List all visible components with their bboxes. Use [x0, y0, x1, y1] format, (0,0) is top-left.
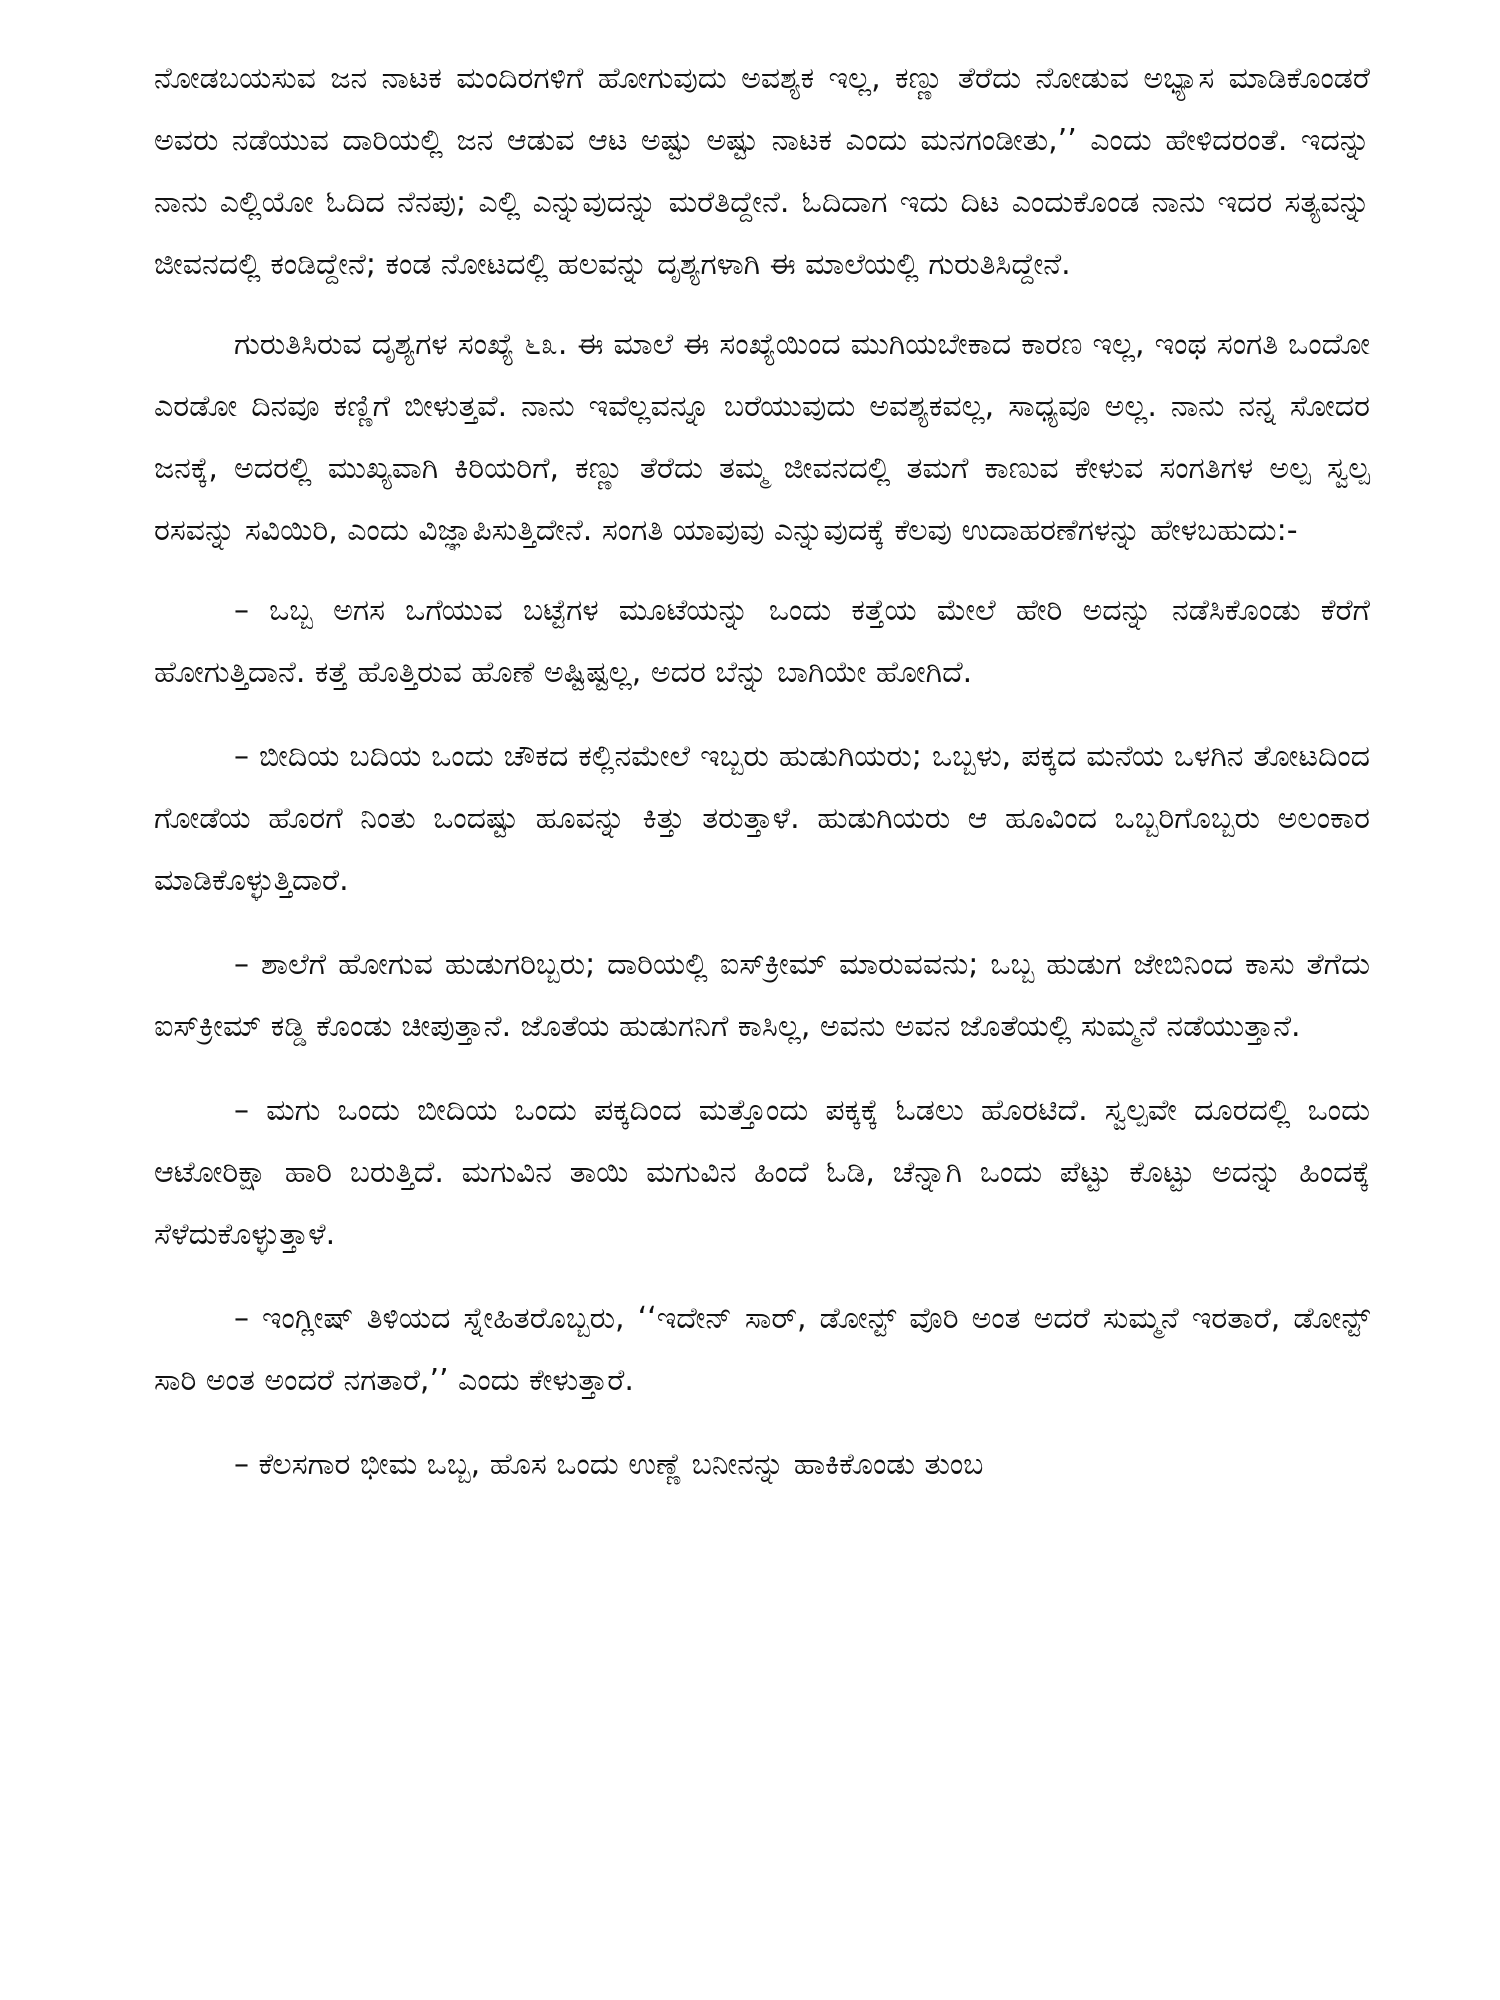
document-page [154, 48, 1370, 1978]
list-item-icecream-boys: – ಶಾಲೆಗೆ ಹೋಗುವ ಹುಡುಗರಿಬ್ಬರು; ದಾರಿಯಲ್ಲಿ ಐಸ್‌ಕ್ರೀಮ್ ಮಾರುವವನು; ಒಬ್ಬ ಹುಡುಗ ಜೇಬಿನಿಂದ ಕಾಸು ತೆಗೆದು ಐಸ್‌ಕ್ರೀಮ್ ಕಡ್ಡಿ ಕೊಂಡು ಚೀಪುತ್ತಾನೆ. ಜೊತೆಯ ಹುಡುಗನಿಗೆ ಕಾಸಿಲ್ಲ, ಅವನು ಅವನ ಜೊತೆಯಲ್ಲಿ ಸುಮ್ಮನೆ ನಡೆಯುತ್ತಾನೆ. [154, 947, 1370, 1044]
list-item-washerman: – ಒಬ್ಬ ಅಗಸ ಒಗೆಯುವ ಬಟ್ಟೆಗಳ ಮೂಟೆಯನ್ನು ಒಂದು ಕತ್ತೆಯ ಮೇಲೆ ಹೇರಿ ಅದನ್ನು ನಡೆಸಿಕೊಂಡು ಕೆರೆಗೆ ಹೋಗುತ್ತಿದಾನೆ. ಕತ್ತೆ ಹೊತ್ತಿರುವ ಹೊಣೆ ಅಷ್ಟಿಷ್ಟಲ್ಲ, ಅದರ ಬೆನ್ನು ಬಾಗಿಯೇ ಹೋಗಿದೆ. [154, 593, 1370, 690]
list-item-worker-bhima: – ಕೆಲಸಗಾರ ಭೀಮ ಒಬ್ಬ, ಹೊಸ ಒಂದು ಉಣ್ಣೆ ಬನೀನನ್ನು ಹಾಕಿಕೊಂಡು ತುಂಬ [234, 1447, 984, 1482]
list-item-child-autorickshaw: – ಮಗು ಒಂದು ಬೀದಿಯ ಒಂದು ಪಕ್ಕದಿಂದ ಮತ್ತೊಂದು ಪಕ್ಕಕ್ಕೆ ಓಡಲು ಹೊರಟಿದೆ. ಸ್ವಲ್ಪವೇ ದೂರದಲ್ಲಿ ಒಂದು ಆಟೋರಿಕ್ಷಾ ಹಾರಿ ಬರುತ್ತಿದೆ. ಮಗುವಿನ ತಾಯಿ ಮಗುವಿನ ಹಿಂದೆ ಓಡಿ, ಚೆನ್ನಾಗಿ ಒಂದು ಪೆಟ್ಟು ಕೊಟ್ಟು ಅದನ್ನು ಹಿಂದಕ್ಕೆ ಸೆಳೆದುಕೊಳ್ಳುತ್ತಾಳೆ. [154, 1093, 1370, 1252]
paragraph-scenes-count: ಗುರುತಿಸಿರುವ ದೃಶ್ಯಗಳ ಸಂಖ್ಯೆ ೬೩. ಈ ಮಾಲೆ ಈ ಸಂಖ್ಯೆಯಿಂದ ಮುಗಿಯಬೇಕಾದ ಕಾರಣ ಇಲ್ಲ, ಇಂಥ ಸಂಗತಿ ಒಂದೋ ಎರಡೋ ದಿನವೂ ಕಣ್ಣಿಗೆ ಬೀಳುತ್ತವೆ. ನಾನು ಇವೆಲ್ಲವನ್ನೂ ಬರೆಯುವುದು ಅವಶ್ಯಕವಲ್ಲ, ಸಾಧ್ಯವೂ ಅಲ್ಲ. ನಾನು ನನ್ನ ಸೋದರ ಜನಕ್ಕೆ, ಅದರಲ್ಲಿ ಮುಖ್ಯವಾಗಿ ಕಿರಿಯರಿಗೆ, ಕಣ್ಣು ತೆರೆದು ತಮ್ಮ ಜೀವನದಲ್ಲಿ ತಮಗೆ ಕಾಣುವ ಕೇಳುವ ಸಂಗತಿಗಳ ಅಲ್ಪ ಸ್ವಲ್ಪ ರಸವನ್ನು ಸವಿಯಿರಿ, ಎಂದು ವಿಜ್ಞಾಪಿಸುತ್ತಿದೇನೆ. ಸಂಗತಿ ಯಾವುವು ಎನ್ನುವುದಕ್ಕೆ ಕೆಲವು ಉದಾಹರಣೆಗಳನ್ನು ಹೇಳಬಹುದು:- [154, 327, 1370, 548]
list-item-english-friend: – ಇಂಗ್ಲೀಷ್ ತಿಳಿಯದ ಸ್ನೇಹಿತರೊಬ್ಬರು, ‘‘ಇದೇನ್ ಸಾರ್, ಡೋನ್ಟ್ ವೊರಿ ಅಂತ ಅದರೆ ಸುಮ್ಮನೆ ಇರತಾರೆ, ಡೋನ್ಟ್ ಸಾರಿ ಅಂತ ಅಂದರೆ ನಗತಾರೆ,’’ ಎಂದು ಕೇಳುತ್ತಾರೆ. [154, 1301, 1370, 1398]
paragraph-intro-continuation: ನೋಡಬಯಸುವ ಜನ ನಾಟಕ ಮಂದಿರಗಳಿಗೆ ಹೋಗುವುದು ಅವಶ್ಯಕ ಇಲ್ಲ, ಕಣ್ಣು ತೆರೆದು ನೋಡುವ ಅಭ್ಯಾಸ ಮಾಡಿಕೊಂಡರೆ ಅವರು ನಡೆಯುವ ದಾರಿಯಲ್ಲಿ ಜನ ಆಡುವ ಆಟ ಅಷ್ಟು ಅಷ್ಟು ನಾಟಕ ಎಂದು ಮನಗಂಡೀತು,’’ ಎಂದು ಹೇಳಿದರಂತೆ. ಇದನ್ನು ನಾನು ಎಲ್ಲಿಯೋ ಓದಿದ ನೆನಪು; ಎಲ್ಲಿ ಎನ್ನುವುದನ್ನು ಮರೆತಿದ್ದೇನೆ. ಓದಿದಾಗ ಇದು ದಿಟ ಎಂದುಕೊಂಡ ನಾನು ಇದರ ಸತ್ಯವನ್ನು ಜೀವನದಲ್ಲಿ ಕಂಡಿದ್ದೇನೆ; ಕಂಡ ನೋಟದಲ್ಲಿ ಹಲವನ್ನು ದೃಶ್ಯಗಳಾಗಿ ಈ ಮಾಲೆಯಲ್ಲಿ ಗುರುತಿಸಿದ್ದೇನೆ. [154, 61, 1370, 282]
list-item-girls-flowers: – ಬೀದಿಯ ಬದಿಯ ಒಂದು ಚೌಕದ ಕಲ್ಲಿನಮೇಲೆ ಇಬ್ಬರು ಹುಡುಗಿಯರು; ಒಬ್ಬಳು, ಪಕ್ಕದ ಮನೆಯ ಒಳಗಿನ ತೋಟದಿಂದ ಗೋಡೆಯ ಹೊರಗೆ ನಿಂತು ಒಂದಷ್ಟು ಹೂವನ್ನು ಕಿತ್ತು ತರುತ್ತಾಳೆ. ಹುಡುಗಿಯರು ಆ ಹೂವಿಂದ ಒಬ್ಬರಿಗೊಬ್ಬರು ಅಲಂಕಾರ ಮಾಡಿಕೊಳ್ಳುತ್ತಿದಾರೆ. [154, 739, 1370, 898]
